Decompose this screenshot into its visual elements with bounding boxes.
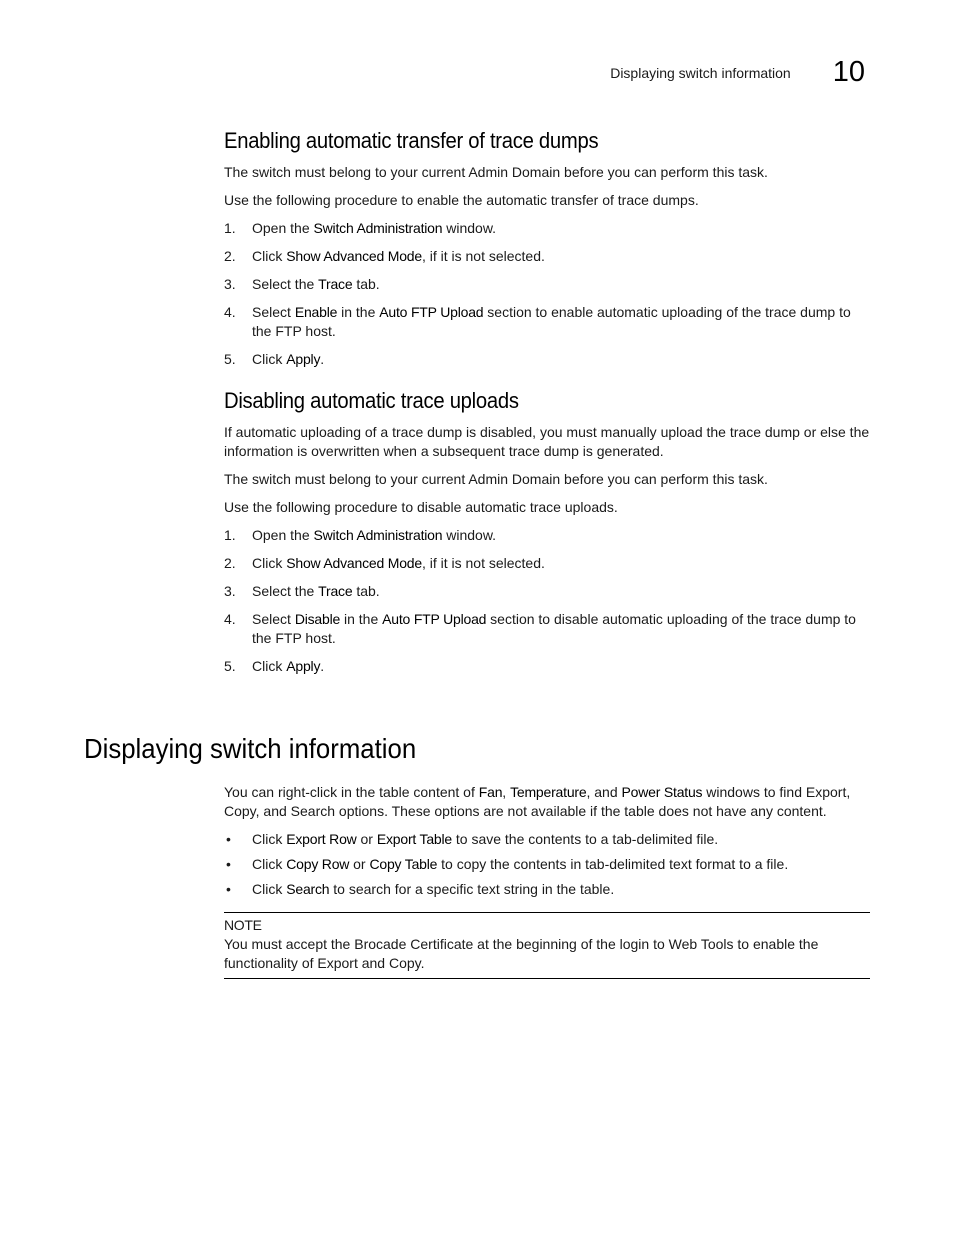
step-text: in the bbox=[340, 611, 383, 627]
step-text: tab. bbox=[352, 583, 380, 599]
note-label: NOTE bbox=[224, 917, 262, 933]
ui-term: Export Table bbox=[376, 831, 452, 847]
ui-term: Switch Administration bbox=[313, 527, 443, 543]
paragraph: If automatic uploading of a trace dump is disabled, you must manually upload the trace dump or else the information is overwritten when a subsequent trace dump is generated. bbox=[224, 424, 870, 459]
section-body-displaying bbox=[224, 783, 870, 979]
step-text: . bbox=[320, 658, 325, 674]
text: or bbox=[349, 856, 370, 872]
step-number: 1. bbox=[224, 527, 236, 543]
bullet-icon: • bbox=[226, 856, 231, 872]
paragraph: The switch must belong to your current Admin Domain before you can perform this task. bbox=[224, 471, 768, 487]
section-heading-enabling: Enabling automatic transfer of trace dumps bbox=[224, 128, 599, 153]
paragraph: Use the following procedure to disable automatic trace uploads. bbox=[224, 499, 618, 515]
text: windows to find Export, Copy, and Search options. These options are not available if the table does not have any content. bbox=[224, 784, 851, 819]
text: Click bbox=[252, 881, 287, 897]
ui-term: Switch Administration bbox=[313, 220, 443, 236]
list-item bbox=[224, 830, 870, 849]
paragraph: The switch must belong to your current Admin Domain before you can perform this task. bbox=[224, 164, 768, 180]
ui-term: Copy Table bbox=[369, 856, 438, 872]
text: to search for a specific text string in the table. bbox=[329, 881, 615, 897]
ui-term: Trace bbox=[318, 276, 353, 292]
ui-term: Enable bbox=[294, 304, 338, 320]
step-number: 4. bbox=[224, 304, 236, 320]
step-text: window. bbox=[442, 527, 497, 543]
step-number: 5. bbox=[224, 658, 236, 674]
list-item bbox=[224, 350, 870, 369]
step-text: , if it is not selected. bbox=[421, 555, 545, 571]
running-header-title: Displaying switch information bbox=[610, 64, 791, 81]
ui-term: Copy Row bbox=[286, 856, 350, 872]
list-item bbox=[224, 880, 870, 899]
list-item bbox=[224, 219, 870, 238]
ui-term: Apply bbox=[286, 351, 321, 367]
ui-term: Auto FTP Upload bbox=[379, 304, 484, 320]
running-header bbox=[610, 56, 865, 89]
step-number: 1. bbox=[224, 220, 236, 236]
step-text: in the bbox=[337, 304, 380, 320]
list-item bbox=[224, 582, 870, 601]
list-item bbox=[224, 275, 870, 294]
bullet-icon: • bbox=[226, 881, 231, 897]
step-number: 5. bbox=[224, 351, 236, 367]
step-text: tab. bbox=[352, 276, 380, 292]
step-number: 2. bbox=[224, 248, 236, 264]
list-item bbox=[224, 526, 870, 545]
ui-term: Temperature bbox=[510, 784, 587, 800]
text: to copy the contents in tab-delimited text format to a file. bbox=[437, 856, 789, 872]
step-text: Select the bbox=[252, 583, 319, 599]
list-item bbox=[224, 610, 870, 648]
step-text: Click bbox=[252, 555, 287, 571]
ui-term: Export Row bbox=[286, 831, 357, 847]
ui-term: Show Advanced Mode bbox=[286, 248, 422, 264]
chapter-number: 10 bbox=[832, 56, 865, 88]
step-text: , if it is not selected. bbox=[421, 248, 545, 264]
step-text: window. bbox=[442, 220, 497, 236]
step-text: section to disable automatic uploading of the trace dump to the FTP host. bbox=[252, 611, 856, 646]
text: , and bbox=[586, 784, 622, 800]
step-text: Select the bbox=[252, 276, 319, 292]
list-item bbox=[224, 657, 870, 676]
list-item bbox=[224, 303, 870, 341]
step-text: Open the bbox=[252, 527, 314, 543]
step-number: 3. bbox=[224, 276, 236, 292]
note-box bbox=[224, 912, 870, 979]
ui-term: Auto FTP Upload bbox=[382, 611, 487, 627]
procedure-list-disable bbox=[224, 526, 870, 676]
step-number: 2. bbox=[224, 555, 236, 571]
note-text: You must accept the Brocade Certificate at the beginning of the login to Web Tools to enable the functionality of Export and Copy. bbox=[224, 936, 819, 971]
text: to save the contents to a tab-delimited file. bbox=[452, 831, 719, 847]
step-text: Select bbox=[252, 611, 295, 627]
ui-term: Show Advanced Mode bbox=[286, 555, 422, 571]
procedure-list-enable bbox=[224, 219, 870, 369]
section-heading-disabling: Disabling automatic trace uploads bbox=[224, 388, 519, 413]
step-number: 4. bbox=[224, 611, 236, 627]
text: Click bbox=[252, 856, 287, 872]
step-text: . bbox=[320, 351, 325, 367]
step-text: Click bbox=[252, 658, 287, 674]
ui-term: Disable bbox=[294, 611, 341, 627]
list-item bbox=[224, 855, 870, 874]
section-heading-displaying: Displaying switch information bbox=[84, 733, 417, 764]
ui-term: Trace bbox=[318, 583, 353, 599]
ui-term: Fan bbox=[478, 784, 503, 800]
paragraph-intro bbox=[224, 783, 870, 821]
bullet-list bbox=[224, 830, 870, 899]
list-item bbox=[224, 554, 870, 573]
step-text: Open the bbox=[252, 220, 314, 236]
text: Click bbox=[252, 831, 287, 847]
step-text: Click bbox=[252, 248, 287, 264]
step-text: section to enable automatic uploading of the trace dump to the FTP host. bbox=[252, 304, 851, 339]
text: or bbox=[356, 831, 377, 847]
ui-term: Search bbox=[286, 881, 330, 897]
paragraph: Use the following procedure to enable the automatic transfer of trace dumps. bbox=[224, 192, 699, 208]
ui-term: Apply bbox=[286, 658, 321, 674]
text: , bbox=[502, 784, 511, 800]
step-text: Select bbox=[252, 304, 295, 320]
list-item bbox=[224, 247, 870, 266]
text: You can right-click in the table content of bbox=[224, 784, 479, 800]
step-text: Click bbox=[252, 351, 287, 367]
bullet-icon: • bbox=[226, 831, 231, 847]
ui-term: Power Status bbox=[621, 784, 703, 800]
step-number: 3. bbox=[224, 583, 236, 599]
